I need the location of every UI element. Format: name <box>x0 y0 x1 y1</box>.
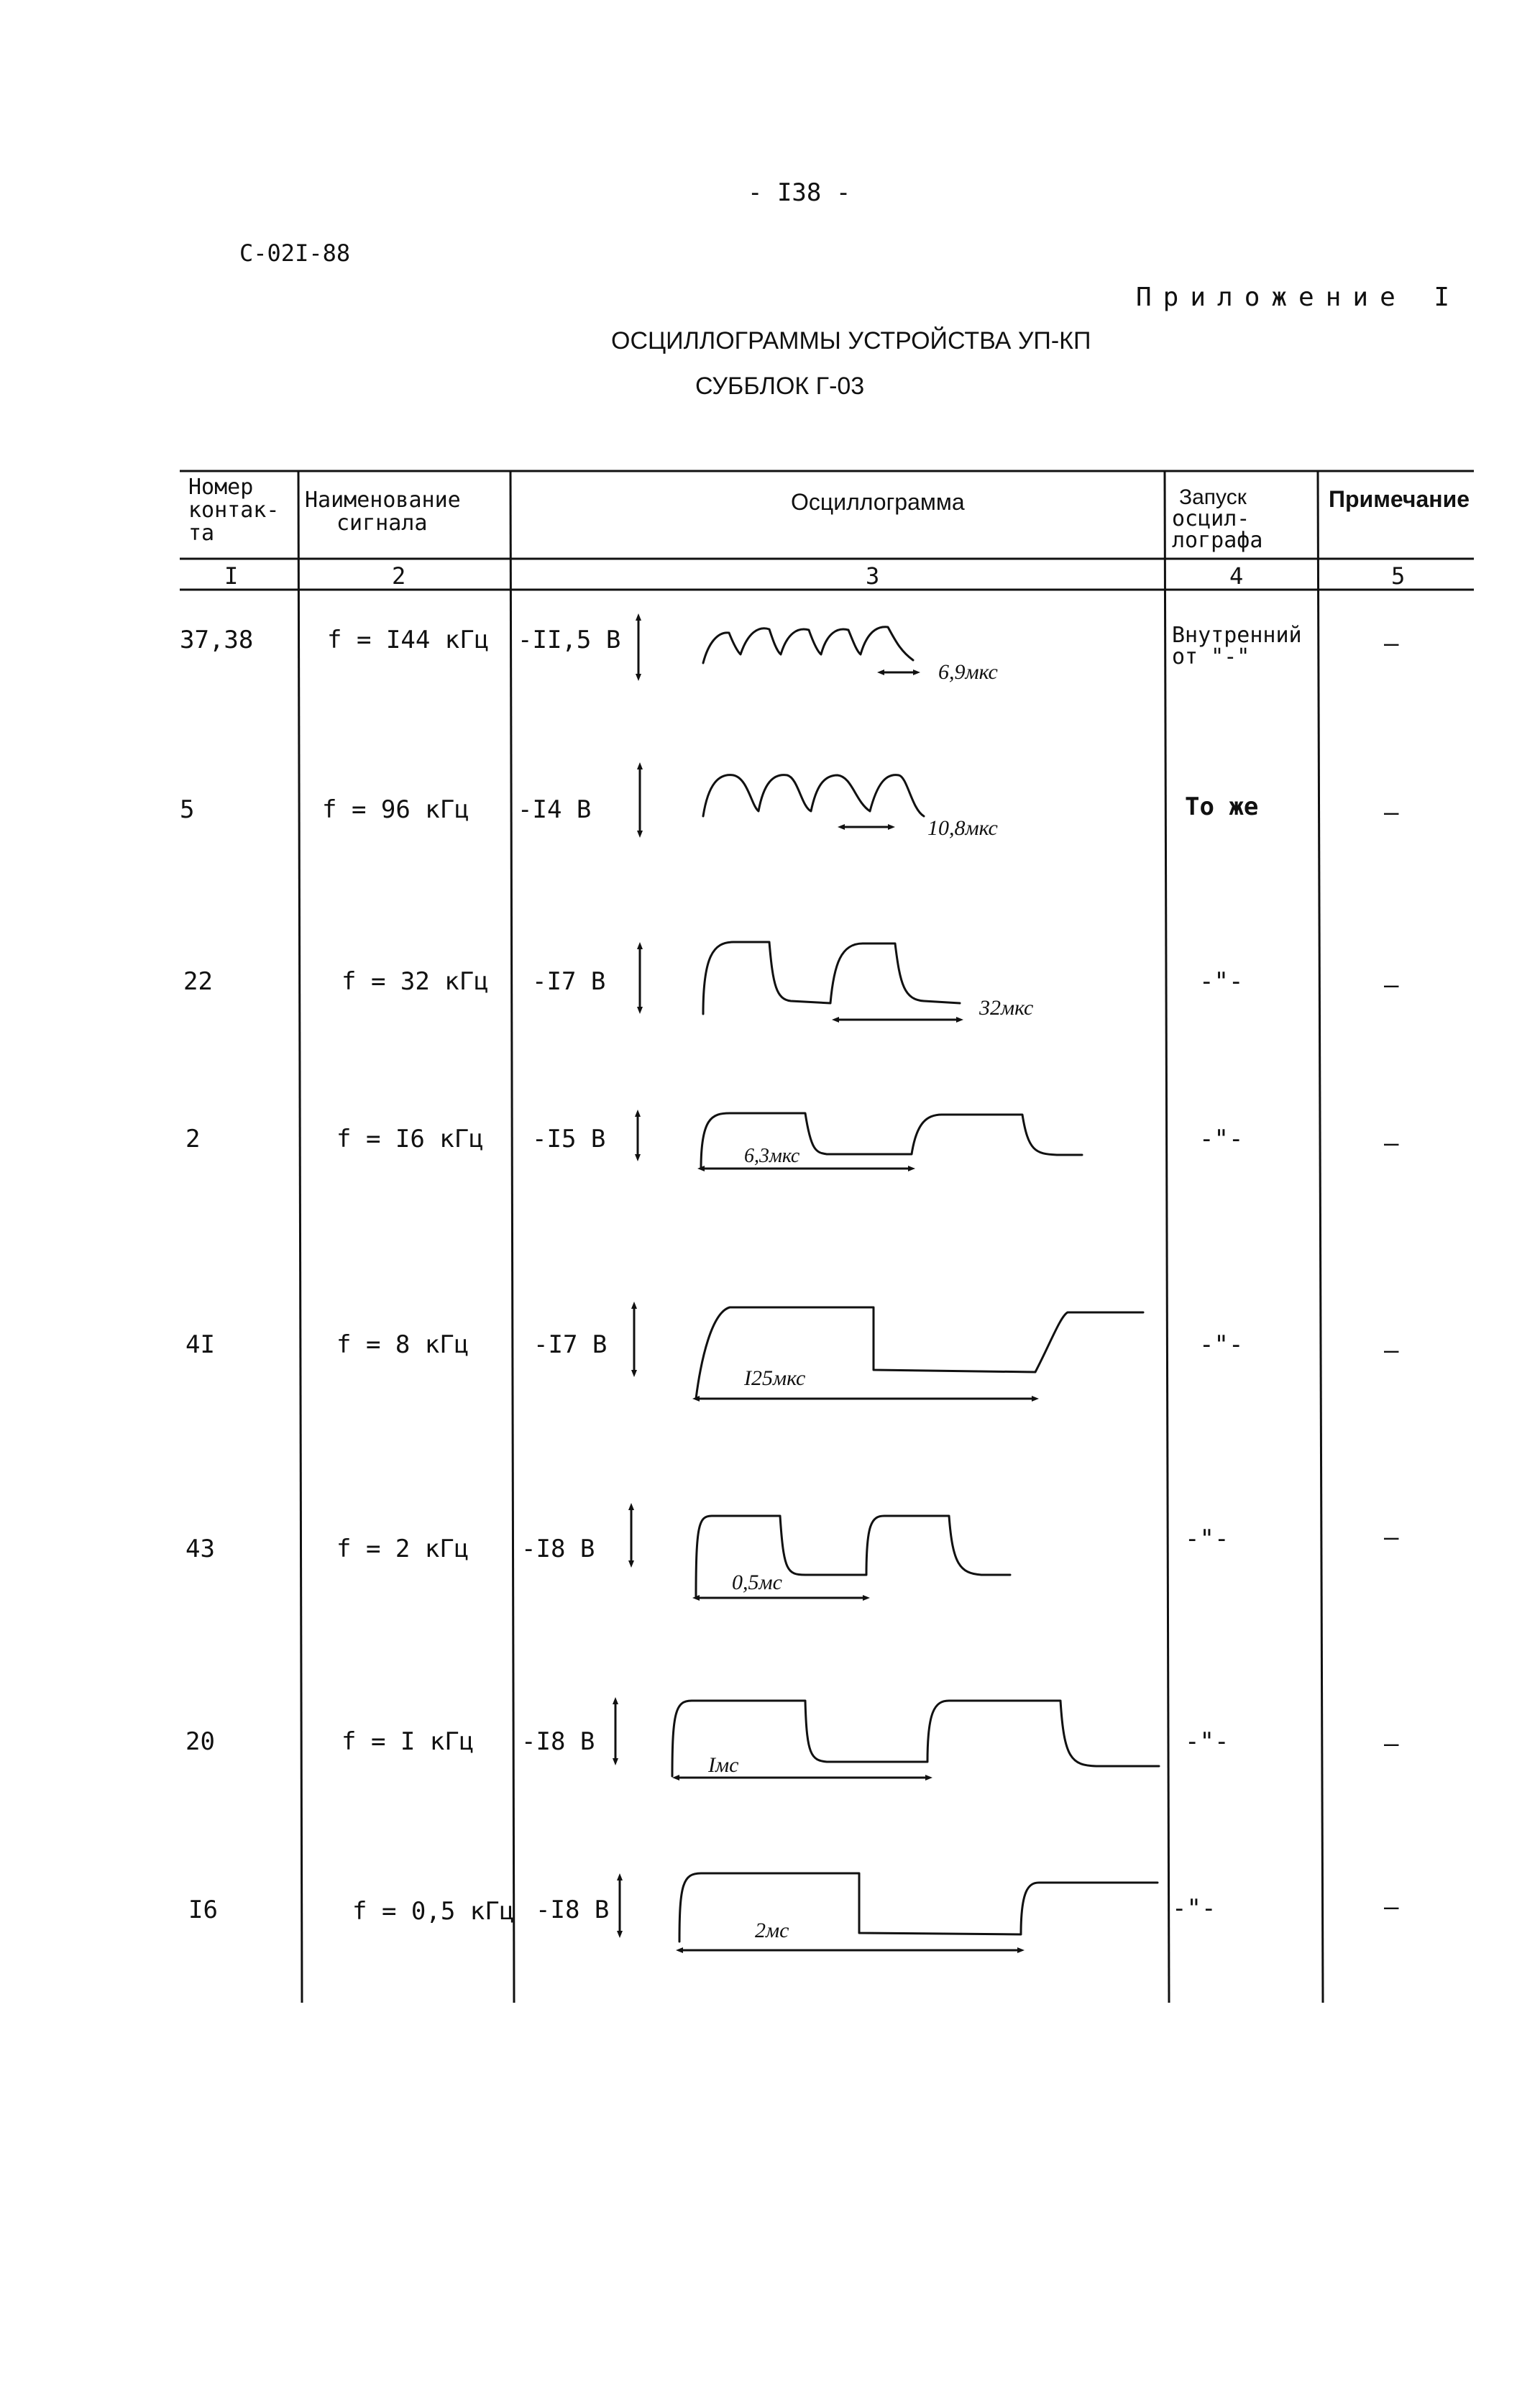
row6-trigger: -"- <box>1185 1525 1229 1553</box>
row2-voltage: -I4 В <box>518 795 592 824</box>
row1-voltage: -II,5 В <box>518 626 621 654</box>
waveform-row6 <box>696 1516 1010 1596</box>
header-trigger-l1: Запуск <box>1179 485 1247 509</box>
row3-contact: 22 <box>183 967 213 996</box>
header-trigger-l3: лографа <box>1172 528 1263 553</box>
header-contact-l1: Номер <box>188 475 254 500</box>
row5-period: I25мкс <box>744 1366 806 1390</box>
row8-trigger: -"- <box>1172 1894 1216 1923</box>
row5-signal: f = 8 кГц <box>336 1330 469 1359</box>
row5-voltage: -I7 В <box>533 1330 608 1359</box>
row6-contact: 43 <box>185 1535 215 1563</box>
column-number-5: 5 <box>1391 562 1406 590</box>
header-contact-l3: та <box>188 521 215 546</box>
header-oscillogram: Осциллограмма <box>791 489 965 515</box>
row1-signal: f = I44 кГц <box>327 626 490 654</box>
column-number-3: 3 <box>866 562 880 590</box>
row3-signal: f = 32 кГц <box>342 967 489 996</box>
row4-voltage: -I5 В <box>532 1125 606 1153</box>
table-grid <box>180 471 1474 2003</box>
row1-note: — <box>1384 629 1399 658</box>
row4-note: — <box>1384 1129 1399 1158</box>
waveform-row8 <box>679 1873 1158 1942</box>
row7-trigger: -"- <box>1185 1727 1229 1756</box>
appendix-label: Приложение I <box>1136 283 1462 312</box>
waveforms <box>615 617 1159 1950</box>
row7-note: — <box>1384 1729 1399 1758</box>
document-title: ОСЦИЛЛОГРАММЫ УСТРОЙСТВА УП-КП <box>611 327 1091 355</box>
waveform-row2 <box>703 775 924 816</box>
waveform-row5 <box>696 1307 1143 1399</box>
document-subtitle: СУББЛОК Г-03 <box>695 372 865 400</box>
row8-note: — <box>1384 1893 1399 1921</box>
column-divider-3 <box>1165 471 1169 2003</box>
document-code: С-02I-88 <box>239 239 351 267</box>
row7-period: Iмс <box>708 1753 739 1777</box>
header-note: Примечание <box>1329 486 1470 512</box>
row5-note: — <box>1384 1336 1399 1365</box>
row4-signal: f = I6 кГц <box>336 1125 484 1153</box>
row2-trigger: То же <box>1185 792 1259 821</box>
row8-period: 2мс <box>755 1919 789 1942</box>
header-signal-l2: сигнала <box>336 511 428 536</box>
row5-trigger: -"- <box>1199 1330 1244 1359</box>
column-divider-2 <box>510 471 514 2003</box>
waveform-row3 <box>703 942 960 1014</box>
row4-period: 6,3мкс <box>744 1145 800 1167</box>
row8-signal: f = 0,5 кГц <box>352 1897 515 1926</box>
row6-voltage: -I8 В <box>521 1535 595 1563</box>
row3-note: — <box>1384 971 1399 1000</box>
row3-trigger: -"- <box>1199 967 1244 996</box>
row6-signal: f = 2 кГц <box>336 1535 469 1563</box>
column-number-2: 2 <box>392 562 406 590</box>
row2-note: — <box>1384 798 1399 827</box>
row1-contact: 37,38 <box>180 626 254 654</box>
row7-contact: 20 <box>185 1727 215 1756</box>
column-divider-1 <box>298 471 302 2003</box>
row2-contact: 5 <box>180 795 195 824</box>
column-number-4: 4 <box>1229 562 1244 590</box>
header-trigger-l2: осцил- <box>1172 506 1250 531</box>
row3-period: 32мкс <box>979 996 1034 1020</box>
row4-contact: 2 <box>185 1125 201 1153</box>
row5-contact: 4I <box>185 1330 215 1359</box>
row1-trigger-l2: от "-" <box>1172 644 1250 669</box>
waveform-row4 <box>701 1113 1082 1169</box>
row6-note: — <box>1384 1523 1399 1552</box>
waveform-row1 <box>703 627 913 663</box>
row3-voltage: -I7 В <box>532 967 606 996</box>
row8-voltage: -I8 В <box>536 1896 610 1924</box>
row1-period: 6,9мкс <box>938 660 998 684</box>
row7-voltage: -I8 В <box>521 1727 595 1756</box>
header-signal-l1: Наименование <box>305 488 461 513</box>
page-number: - I38 - <box>748 178 851 207</box>
column-divider-4 <box>1318 471 1323 2003</box>
row8-contact: I6 <box>188 1896 218 1924</box>
row6-period: 0,5мс <box>732 1571 782 1594</box>
row4-trigger: -"- <box>1199 1125 1244 1153</box>
row2-signal: f = 96 кГц <box>322 795 469 824</box>
row2-period: 10,8мкс <box>927 816 998 840</box>
column-number-1: I <box>224 562 239 590</box>
header-contact-l2: контак- <box>188 498 280 523</box>
row1-trigger-l1: Внутренний <box>1172 623 1302 648</box>
row7-signal: f = I кГц <box>342 1727 475 1756</box>
waveform-row7 <box>672 1701 1159 1776</box>
